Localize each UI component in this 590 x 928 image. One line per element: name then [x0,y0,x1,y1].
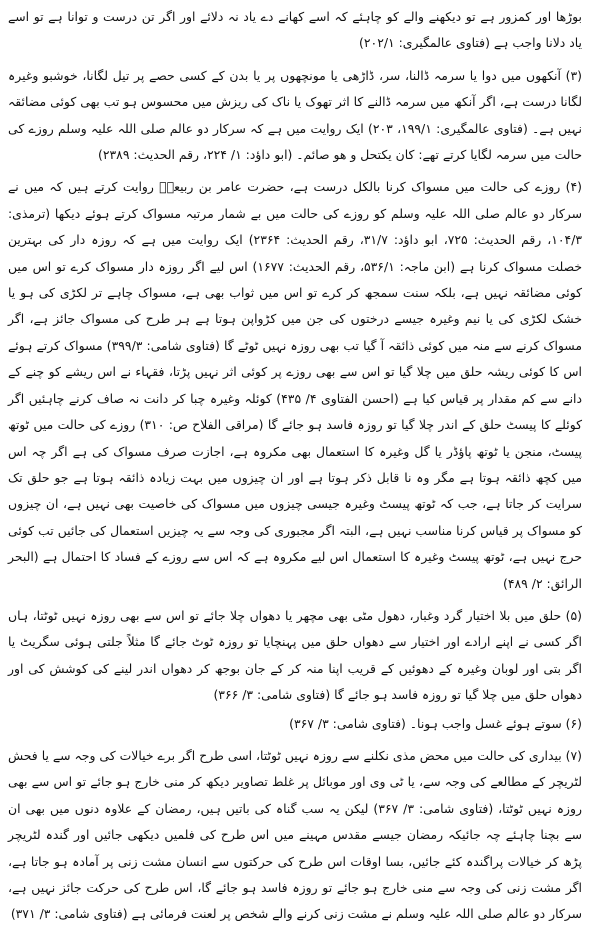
paragraph-5: (۵) حلق میں بلا اختیار گرد وغبار، دھول مٹی بھی مچھر یا دھواں چلا جائے تو اس سے بھی روزہ نہیں ٹوٹتا، ہاں اگر کسی نے اپنے ارادے اور اختیار سے دھواں حلق میں پہنچایا تو روزہ ٹوٹ جائے گا مثلاً جلتی ہوئی سگریٹ یا اگر بتی اور لوبان وغیرہ کے دھوئیں کے قریب اپنا منہ کر کے جان بوجھ کر دھواں اندر لینے کی کوشش کی اور دھواں حلق میں چلا گیا تو روزہ فاسد ہو جائے گا (فتاوی شامی: ۳/ ۳۶۶) [8,607,582,703]
paragraph-3: (۳) آنکھوں میں دوا یا سرمہ ڈالنا، سر، ڈاڑھی یا مونچھوں پر یا بدن کے کسی حصے پر تیل لگانا، خوشبو وغیرہ لگانا درست ہے، اگر آنکھ میں سرمہ ڈالنے کا اثر تھوک یا ناک کی ریزش میں محسوس ہو تب بھی کوئی مضائقہ نہیں ہے۔ (فتاوی عالمگیری: ۱۹۹/۱، ۲۰۳) ایک روایت میں ہے کہ سرکار دو عالم صلی اللہ علیہ وسلم روزے کی حالت میں سرمہ لگایا کرتے تھے: کان یکتحل و ھو صائم۔ (ابو داؤد: ۱/ ۲۲۴، رقم الحدیث: ۲۳۸۹) [8,67,582,163]
paragraph-6: (۶) سوتے ہوئے غسل واجب ہونا۔ (فتاوی شامی: ۳/ ۳۶۷) [289,715,582,731]
paragraph-continuation: بوڑھا اور کمزور ہے تو دیکھنے والے کو چاہئے کہ اسے کھانے دے یاد نہ دلائے اور اگر تن درست و توانا ہے تو اسے یاد دلانا واجب ہے (فتاوی عالمگیری: ۲۰۲/۱) [8,9,582,51]
paragraph-7: (۷) بیداری کی حالت میں محض مذی نکلنے سے روزہ نہیں ٹوٹتا، اسی طرح اگر برے خیالات کی وجہ سے یا فحش لٹریچر کے مطالعے کی وجہ سے، یا ٹی وی اور موبائل پر غلط تصاویر دیکھ کر منی خارج ہو جائے تو اس سے بھی روزہ نہیں ٹوٹتا، (فتاوی شامی: ۳/ ۳۶۷) لیکن یہ سب گناہ کی باتیں ہیں، رمضان کے علاوہ دنوں میں بھی ان سے بچنا چاہئے چہ جائیکہ رمضان جیسے مقدس مہینے میں اس طرح کی فلمیں دیکھی جائیں اور گندہ لٹریچر پڑھ کر خیالات پراگندہ کئے جائیں، بسا اوقات اس طرح کی حرکتوں سے انسان مشت زنی پر آمادہ ہو جاتا ہے، اگر مشت زنی کی وجہ سے منی خارج ہو جائے تو روزہ فاسد ہو جائے گا، اس طرح کی حرکت جائز نہیں ہے، سرکار دو عالم صلی اللہ علیہ وسلم نے مشت زنی کرنے والے شخص پر لعنت فرمائی ہے (فتاوی شامی: ۳/ ۳۷۱) [8,747,582,922]
paragraph-4: (۴) روزے کی حالت میں مسواک کرنا بالکل درست ہے، حضرت عامر بن ربیعہؓ روایت کرتے ہیں کہ میں نے سرکار دو عالم صلی اللہ علیہ وسلم کو روزے کی حالت میں بے شمار مرتبہ مسواک کرتے ہوئے دیکھا (ترمذی: ۱۰۴/۳، رقم الحدیث: ۷۲۵، ابو داؤد: ۳۱/۷، رقم الحدیث: ۲۳۶۴) ایک روایت میں ہے کہ روزہ دار کی بہترین خصلت مسواک کرنا ہے (ابن ماجہ: ۵۳۶/۱، رقم الحدیث: ۱۶۷۷) اس لیے اگر روزہ دار مسواک کرے تو اس میں کوئی مضائقہ نہیں ہے، بلکہ سنت سمجھ کر کرے تو اس میں ثواب بھی ہے، مسواک چاہے تر لکڑی کی ہو یا خشک لکڑی کی یا نیم وغیرہ جیسے درختوں کی جن میں کڑواپن ہوتا ہے ہر طرح کی مسواک جائز ہے، اگر مسواک کرنے سے منہ میں کوئی ذائقہ آ گیا تب بھی روزہ نہیں ٹوٹے گا (فتاوی شامی: ۳۹۹/۳) مسواک کرتے ہوئے اس کا کوئی ریشہ حلق میں چلا گیا تو اس سے بھی روزے پر کوئی اثر نہیں پڑتا، فقہاء نے اس ریشے کو چنے کے دانے سے کم مقدار پر قیاس کیا ہے (احسن الفتاوی ۴/ ۴۳۵) کوئلہ وغیرہ چبا کر دانت نہ صاف کرنے چاہئیں اگر کوئلے کا پیسٹ حلق کے اندر چلا گیا تو روزہ فاسد ہو جائے گا (مراقی الفلاح ص: ۳۱۰) روزے کی حالت میں ٹوتھ پیسٹ، منجن یا ٹوتھ پاؤڈر یا گل وغیرہ کا استعمال بھی مکروہ ہے، اجازت صرف مسواک کی ہے اگر چہ اس میں کچھ ذائقہ ہوتا ہے مگر وہ نا قابل ذکر ہوتا ہے اور ان چیزوں میں بہت زیادہ ذائقہ ہوتا ہے جو حلق تک سرایت کر جاتا ہے، جب کہ ٹوتھ پیسٹ وغیرہ جیسی چیزوں میں مسواک کی خاصیت بھی نہیں ہے، ان چیزوں کو مسواک پر قیاس کرنا مناسب نہیں ہے، البتہ اگر مجبوری کی وجہ سے یہ چیزیں استعمال کی جائیں تب کوئی حرج نہیں ہے، ٹوتھ پیسٹ وغیرہ کا استعمال اس لیے مکروہ ہے کہ اس سے روزے کے فساد کا احتمال ہے (البحر الرائق: ۲/ ۴۸۹) [8,179,583,591]
